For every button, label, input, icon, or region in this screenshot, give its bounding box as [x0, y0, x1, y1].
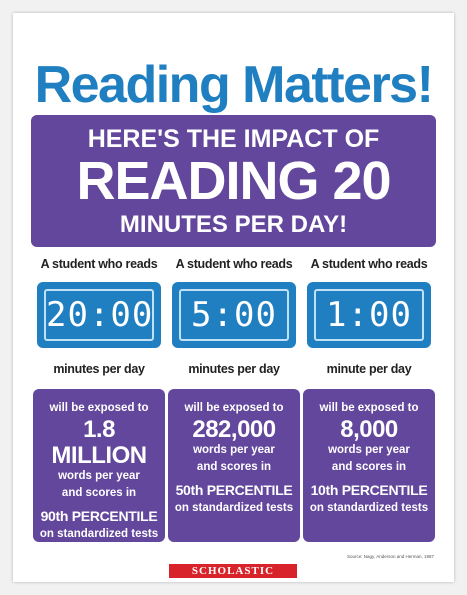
scholastic-logo: SCHOLASTIC: [169, 564, 297, 578]
stat-scores: and scores in: [331, 461, 407, 473]
impact-line-2: READING 20: [76, 151, 391, 211]
stat-exposed: will be exposed to: [184, 402, 284, 414]
column-lead: A student who reads: [310, 257, 428, 271]
timer-display: [37, 282, 161, 348]
column-lead: A student who reads: [175, 257, 293, 271]
stat-words: words per year: [328, 444, 410, 456]
stat-tests: on standardized tests: [39, 528, 159, 540]
impact-line-3: MINUTES PER DAY!: [119, 211, 348, 238]
column-20-minutes: [33, 256, 165, 542]
column-per: minutes per day: [53, 362, 145, 376]
stat-percentile: 90th PERCENTILE: [40, 508, 158, 524]
stat-scores: and scores in: [196, 461, 272, 473]
stat-tests: on standardized tests: [174, 502, 294, 514]
stat-box: [168, 389, 300, 542]
column-lead: A student who reads: [40, 257, 158, 271]
column-5-minutes: [168, 256, 300, 542]
stat-words: words per year: [58, 470, 140, 482]
timer-value: 1:00: [314, 289, 424, 341]
stat-exposed: will be exposed to: [49, 402, 149, 414]
column-per: minute per day: [326, 362, 412, 376]
column-per: minutes per day: [188, 362, 280, 376]
stat-box: [303, 389, 435, 542]
timer-value: 5:00: [179, 289, 289, 341]
poster: [13, 13, 454, 582]
timer-value: 20:00: [44, 289, 154, 341]
stat-box: [33, 389, 165, 542]
column-1-minute: [303, 256, 435, 542]
stat-percentile: 50th PERCENTILE: [175, 482, 293, 498]
stat-words: words per year: [193, 444, 275, 456]
stat-tests: on standardized tests: [309, 502, 429, 514]
stat-number: 8,000: [340, 416, 398, 443]
timer-display: [172, 282, 296, 348]
stat-number: 1.8 MILLION: [51, 416, 147, 469]
stat-exposed: will be exposed to: [319, 402, 419, 414]
stat-number: 282,000: [192, 416, 276, 443]
impact-line-1: HERE'S THE IMPACT OF: [87, 125, 380, 153]
poster-title: Reading Matters!: [34, 56, 433, 114]
timer-display: [307, 282, 431, 348]
source-citation: Source: Nagy, Anderson and Herman, 1987: [347, 554, 434, 559]
impact-banner: [31, 115, 436, 247]
stat-scores: and scores in: [61, 487, 137, 499]
stat-percentile: 10th PERCENTILE: [310, 482, 428, 498]
